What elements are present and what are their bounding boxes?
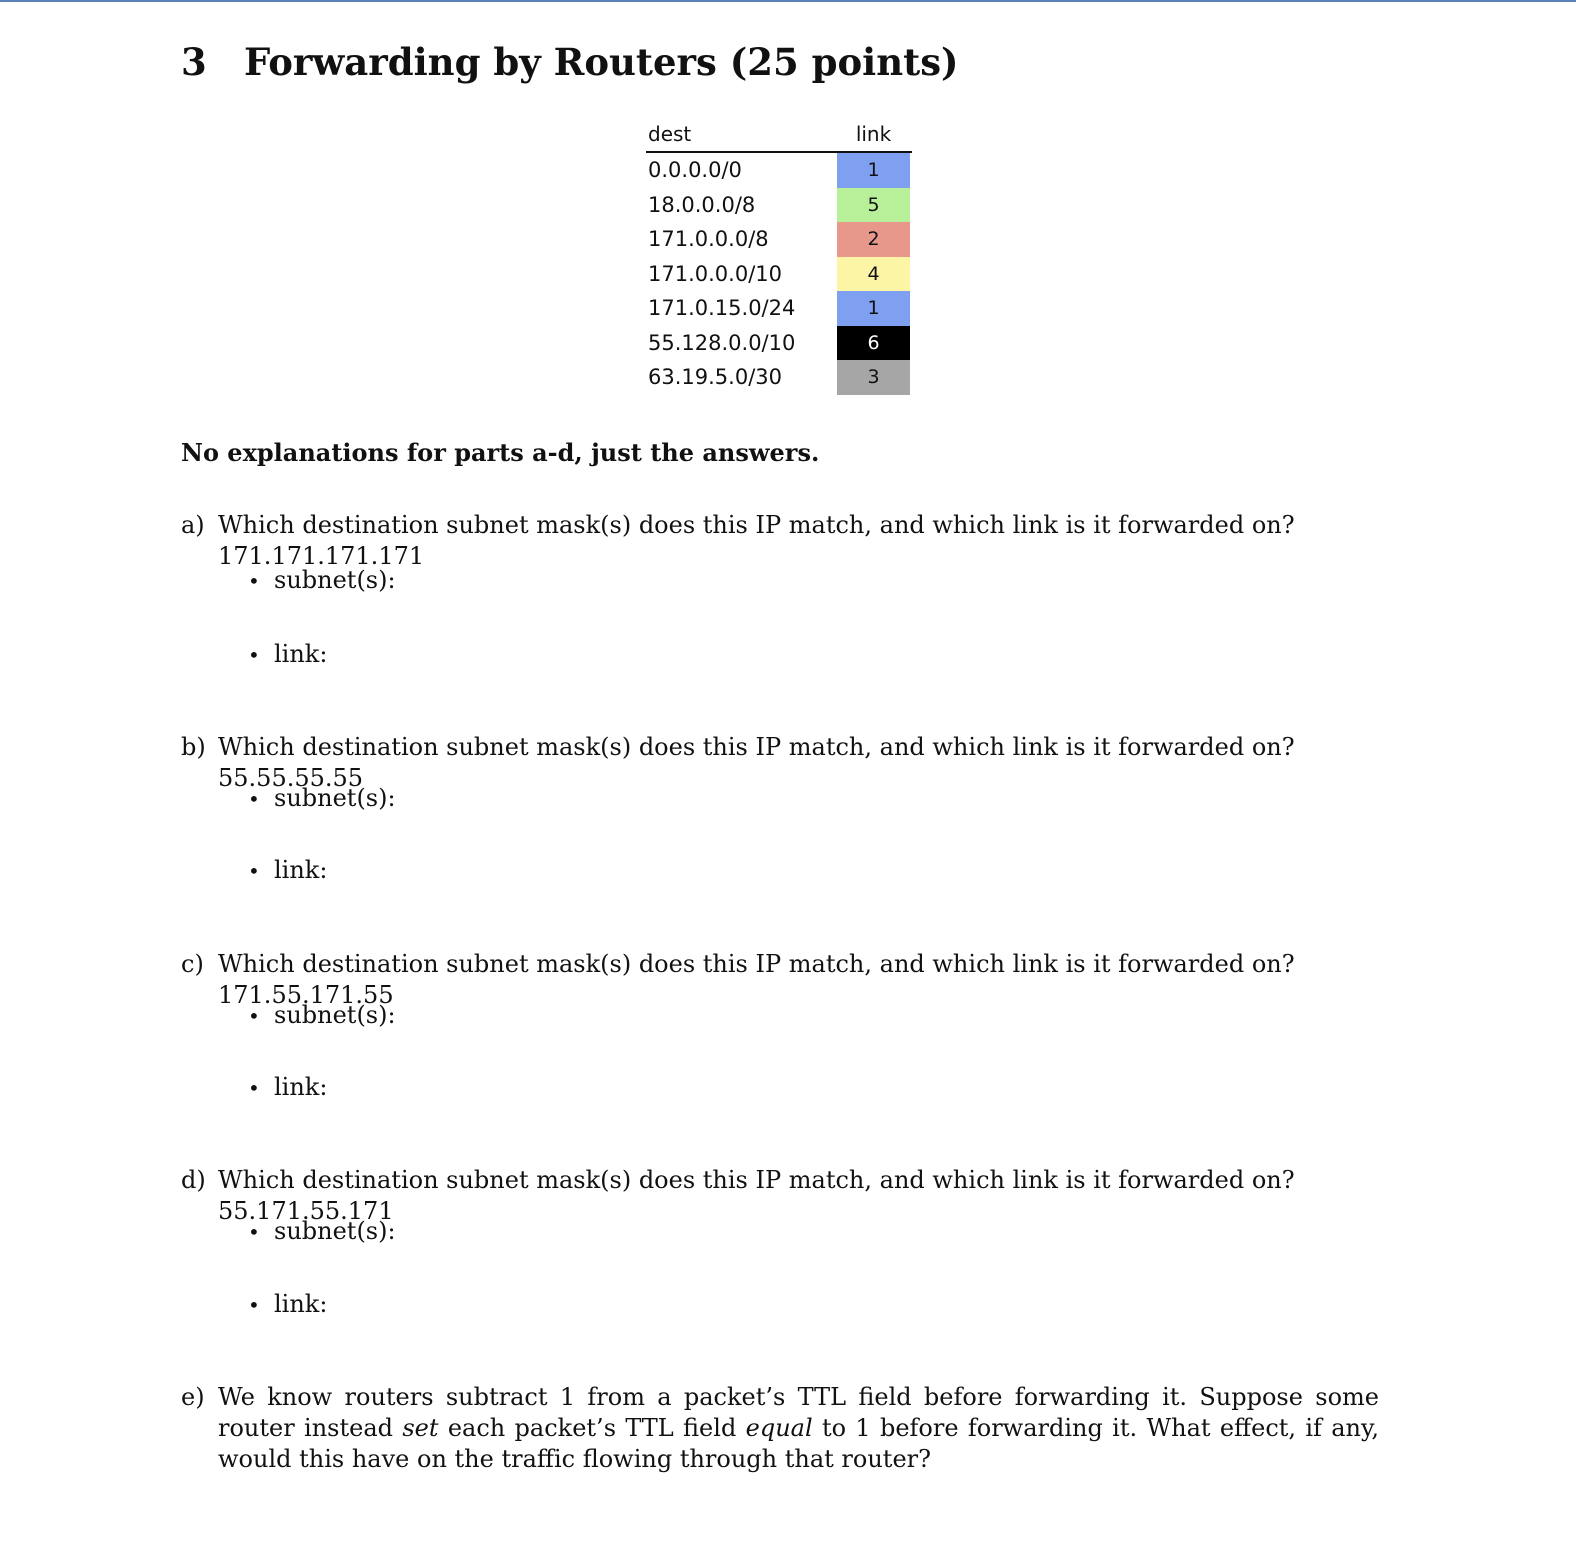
bullet-subnets [248,566,396,594]
routing-table-row [646,222,912,257]
question-body-part2: each packet’s TTL field [438,1414,746,1442]
routing-table-row [646,188,912,223]
route-link: 4 [837,257,910,292]
bullet-icon: • [248,1293,260,1317]
bullet-icon: • [248,569,260,593]
bullet-label: subnet(s): [274,1001,396,1029]
routing-table-body [646,153,912,395]
section-title [181,40,959,84]
bullet-label: subnet(s): [274,784,396,812]
routing-table-row [646,153,912,188]
bullet-label: link: [274,856,328,884]
routing-table-row [646,291,912,326]
question-text [181,510,1381,572]
route-link: 5 [837,188,910,223]
bullet-icon: • [248,787,260,811]
routing-table-header [646,120,912,153]
question-letter: b) [181,733,206,761]
question-letter: c) [181,950,204,978]
question-body: Which destination subnet mask(s) does this IP match, and which link is it forwarded on? 55.171.55.171 [218,1166,1295,1225]
bullet-label: subnet(s): [274,1217,396,1245]
question-d [181,1165,1381,1318]
route-dest: 63.19.5.0/30 [648,365,782,389]
bullet-icon: • [248,643,260,667]
header-link: link [855,122,892,146]
route-link: 1 [837,153,910,188]
route-dest: 0.0.0.0/0 [648,158,742,182]
route-link: 2 [837,222,910,257]
question-body: Which destination subnet mask(s) does this IP match, and which link is it forwarded on? 171.171.171.171 [218,511,1295,570]
question-a [181,510,1381,668]
question-c [181,949,1381,1101]
question-text [181,1382,1379,1475]
question-body: Which destination subnet mask(s) does this IP match, and which link is it forwarded on? 55.55.55.55 [218,733,1295,792]
bullet-label: link: [274,1073,328,1101]
bullet-subnets [248,1217,396,1245]
bullet-link [248,640,327,668]
routing-table-row [646,326,912,361]
question-letter: e) [181,1383,205,1411]
question-body-part3: to 1 before forwarding it. What effect, if any, would this have on the traffic flowing through that router? [218,1414,1379,1473]
routing-table-row [646,360,912,395]
route-dest: 171.0.15.0/24 [648,296,796,320]
bullet-link [248,856,327,884]
bullet-label: link: [274,640,328,668]
route-dest: 171.0.0.0/8 [648,227,769,251]
route-dest: 18.0.0.0/8 [648,192,756,217]
bullet-icon: • [248,1220,260,1244]
bullet-label: link: [274,1290,328,1318]
emphasis-equal: equal [745,1414,813,1442]
question-b [181,732,1381,884]
instructions: No explanations for parts a-d, just the answers. [181,438,820,467]
question-letter: a) [181,511,205,539]
header-dest: dest [648,122,692,146]
bullet-subnets [248,784,396,812]
bullet-link [248,1290,327,1318]
bullet-link [248,1073,327,1101]
routing-table-row [646,257,912,292]
bullet-subnets [248,1001,396,1029]
route-link: 1 [837,291,910,326]
bullet-icon: • [248,859,260,883]
question-letter: d) [181,1166,206,1194]
route-link: 3 [837,360,910,395]
route-dest: 55.128.0.0/10 [648,330,796,355]
bullet-icon: • [248,1004,260,1028]
question-e [181,1382,1379,1475]
route-link: 6 [837,326,910,361]
section-title-text: Forwarding by Routers (25 points) [244,40,959,84]
section-number: 3 [181,40,207,84]
emphasis-set: set [402,1414,439,1442]
bullet-label: subnet(s): [274,566,396,594]
routing-table [646,120,912,395]
question-body: Which destination subnet mask(s) does this IP match, and which link is it forwarded on? 171.55.171.55 [218,950,1295,1009]
route-dest: 171.0.0.0/10 [648,261,782,286]
bullet-icon: • [248,1076,260,1100]
question-body-part1: We know routers subtract 1 from a packet’s TTL field before forwarding it. Suppose some router instead [218,1383,1379,1442]
top-rule [0,0,1576,2]
